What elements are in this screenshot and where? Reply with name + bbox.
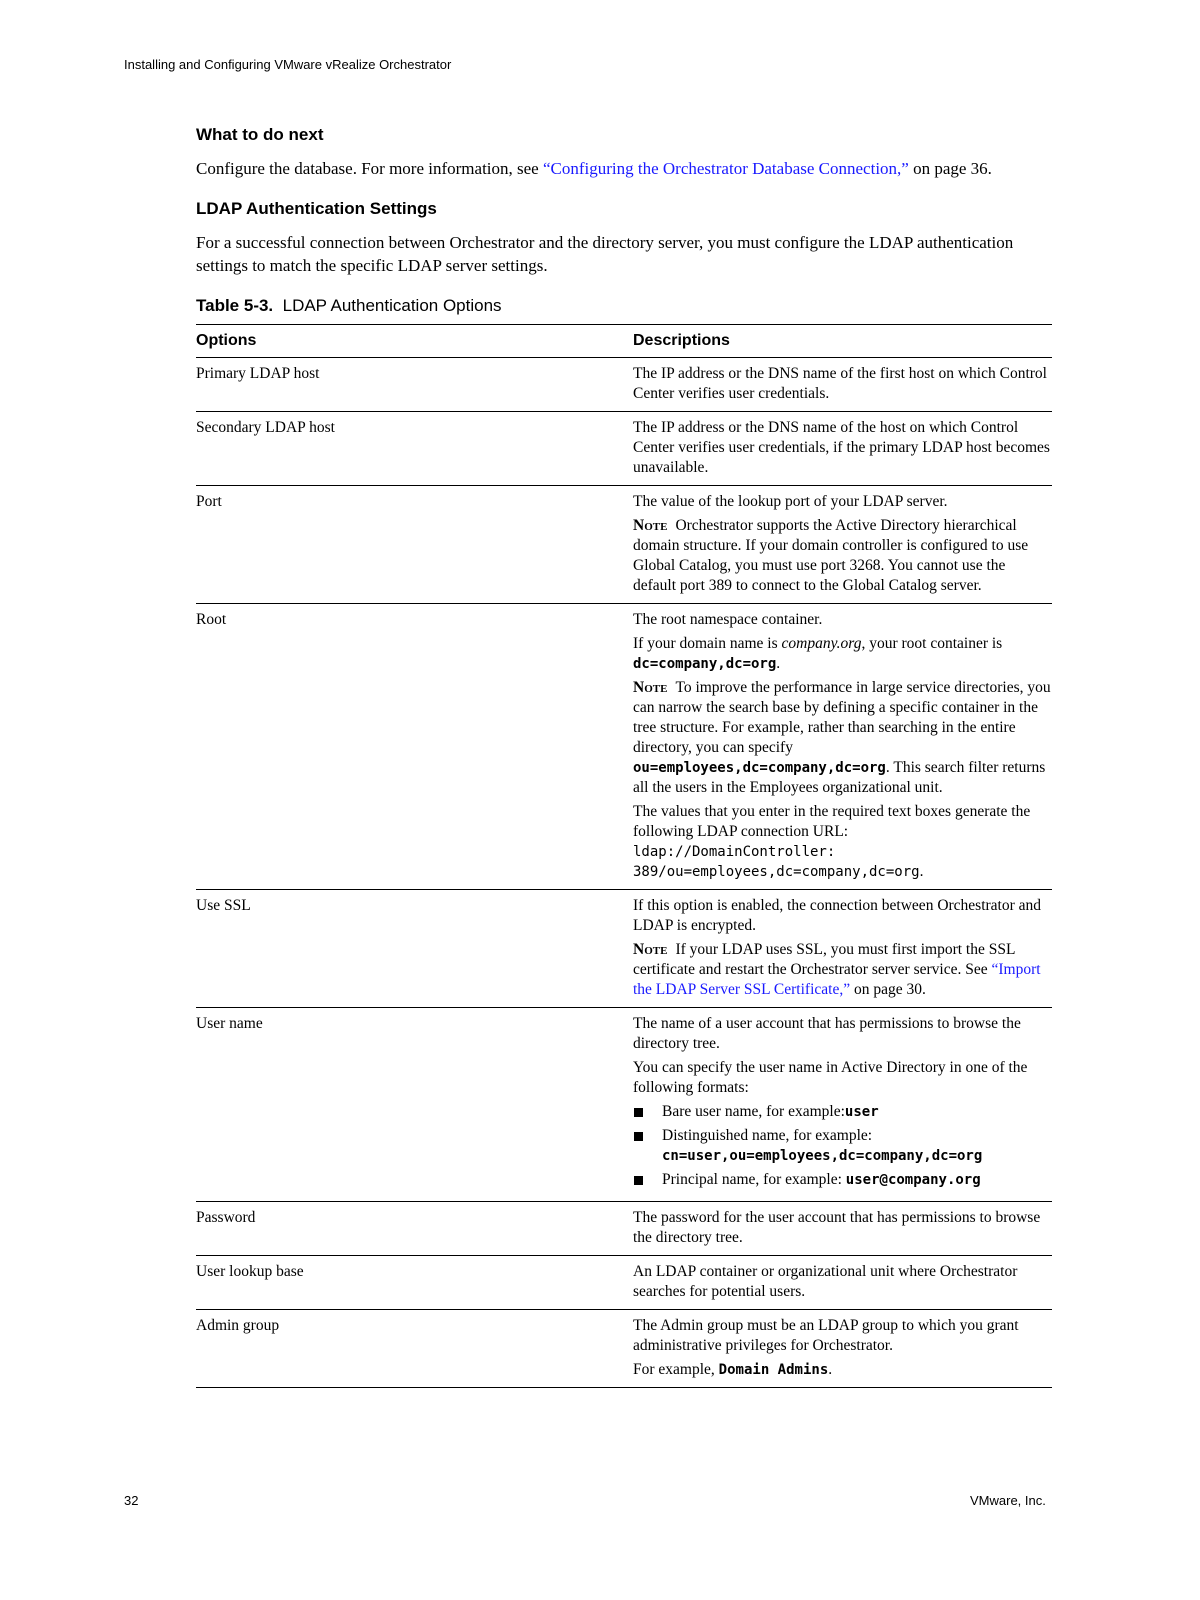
- running-header: Installing and Configuring VMware vRealize Orchestrator: [124, 57, 452, 72]
- table-caption: [196, 296, 1052, 316]
- option-name: Password: [196, 1202, 633, 1256]
- description-paragraph: [633, 1262, 1052, 1302]
- text: on page 30.: [850, 981, 926, 998]
- text: To improve the performance in large service directories, you can narrow the search base by defining a specific container in the tree structure. For example, rather than searching in the entire directory, you can specify: [633, 679, 1051, 756]
- option-description: [633, 358, 1052, 412]
- ldap-options-table: [196, 324, 1052, 1388]
- page-content: [196, 125, 1052, 1388]
- column-header-options: Options: [196, 325, 633, 358]
- code-text: cn=user,ou=employees,dc=company,dc=org: [662, 1148, 983, 1164]
- text: The value of the lookup port of your LDAP server.: [633, 493, 948, 510]
- text: The IP address or the DNS name of the first host on which Control Center verifies user credentials.: [633, 365, 1047, 402]
- table-row: [196, 890, 1052, 1008]
- what-to-do-next-heading: What to do next: [196, 125, 324, 144]
- option-description: [633, 604, 1052, 890]
- table-row: [196, 1310, 1052, 1388]
- option-description: [633, 890, 1052, 1008]
- table-row: [196, 412, 1052, 486]
- description-paragraph: [633, 678, 1052, 798]
- text: Principal name, for example:: [662, 1171, 846, 1188]
- option-description: [633, 1310, 1052, 1388]
- option-name: User lookup base: [196, 1256, 633, 1310]
- description-paragraph: [633, 418, 1052, 478]
- code-text: ou=employees,dc=company,dc=org: [633, 760, 886, 776]
- option-description: [633, 412, 1052, 486]
- option-name: Secondary LDAP host: [196, 412, 633, 486]
- note-label: Note: [633, 941, 668, 958]
- description-paragraph: [633, 610, 1052, 630]
- text: An LDAP container or organizational unit where Orchestrator searches for potential users.: [633, 1263, 1018, 1300]
- text: . This search filter returns all the users in the Employees organizational unit.: [633, 759, 1046, 796]
- code-text: Domain Admins: [718, 1362, 829, 1378]
- page-number: 32: [124, 1493, 139, 1508]
- text: The Admin group must be an LDAP group to which you grant administrative privileges for Orchestrator.: [633, 1317, 1019, 1354]
- text: Orchestrator supports the Active Directory hierarchical domain structure. If your domain controller is configured to use Global Catalog, you must use port 3268. You cannot use the default port 389 to connect to the Global Catalog server.: [633, 517, 1029, 594]
- text: Configure the database. For more information, see: [196, 159, 543, 178]
- description-paragraph: [633, 364, 1052, 404]
- text: The name of a user account that has permissions to browse the directory tree.: [633, 1015, 1021, 1052]
- note-label: Note: [633, 517, 668, 534]
- option-name: User name: [196, 1008, 633, 1202]
- text: You can specify the user name in Active Directory in one of the following formats:: [633, 1059, 1028, 1096]
- table-row: [196, 1202, 1052, 1256]
- table-number: Table 5-3.: [196, 296, 274, 315]
- option-description: [633, 1256, 1052, 1310]
- table-title: LDAP Authentication Options: [282, 296, 502, 315]
- option-name: Root: [196, 604, 633, 890]
- description-paragraph: [633, 896, 1052, 936]
- column-header-descriptions: Descriptions: [633, 325, 1052, 358]
- description-paragraph: [633, 516, 1052, 596]
- description-paragraph: [633, 1014, 1052, 1054]
- option-description: [633, 1008, 1052, 1202]
- text: If your LDAP uses SSL, you must first import the SSL certificate and restart the Orchestrator server service. See: [633, 941, 1015, 978]
- description-paragraph: [633, 492, 1052, 512]
- text: on page 36.: [908, 159, 992, 178]
- text: The values that you enter in the required text boxes generate the following LDAP connection URL:: [633, 803, 1031, 840]
- description-paragraph: [633, 1360, 1052, 1380]
- option-description: [633, 486, 1052, 604]
- option-name: Primary LDAP host: [196, 358, 633, 412]
- ldap-intro: For a successful connection between Orchestrator and the directory server, you must configure the LDAP authentication settings to match the specific LDAP server settings.: [196, 233, 1014, 275]
- text: The root namespace container.: [633, 611, 823, 628]
- text: The IP address or the DNS name of the host on which Control Center verifies user credentials, if the primary LDAP host becomes unavailable.: [633, 419, 1050, 476]
- text: .: [919, 863, 924, 880]
- text: If your domain name is: [633, 635, 782, 652]
- description-paragraph: [633, 940, 1052, 1000]
- option-name: Port: [196, 486, 633, 604]
- code-text: ldap://DomainController: 389/ou=employees,dc=company,dc=org: [633, 844, 920, 880]
- table-row: [196, 486, 1052, 604]
- text: .: [776, 655, 781, 672]
- text: , your root container is: [861, 635, 1003, 652]
- code-text: dc=company,dc=org: [633, 656, 777, 672]
- database-connection-link[interactable]: “Configuring the Orchestrator Database Connection,”: [542, 159, 909, 178]
- code-text: user: [844, 1104, 879, 1120]
- text: .: [828, 1361, 833, 1378]
- code-text: user@company.org: [845, 1172, 981, 1188]
- table-header-row: [196, 325, 1052, 358]
- description-paragraph: [633, 1316, 1052, 1356]
- bullet-item: [633, 1126, 1052, 1166]
- bullet-item: [633, 1102, 1052, 1122]
- description-paragraph: [633, 1208, 1052, 1248]
- option-name: Use SSL: [196, 890, 633, 1008]
- option-name: Admin group: [196, 1310, 633, 1388]
- description-paragraph: [633, 802, 1052, 882]
- table-row: [196, 1256, 1052, 1310]
- text: Distinguished name, for example:: [662, 1127, 873, 1144]
- text: The password for the user account that has permissions to browse the directory tree.: [633, 1209, 1041, 1246]
- text: Bare user name, for example:: [662, 1103, 845, 1120]
- table-row: [196, 1008, 1052, 1202]
- text: company.org: [781, 635, 862, 652]
- bullet-item: [633, 1170, 1052, 1190]
- what-to-do-next-text: [196, 157, 1052, 180]
- table-row: [196, 604, 1052, 890]
- description-paragraph: [633, 1058, 1052, 1098]
- ssl-certificate-link[interactable]: “Import the LDAP Server SSL Certificate,”: [633, 961, 1041, 998]
- ldap-section-heading: LDAP Authentication Settings: [196, 199, 437, 218]
- text: If this option is enabled, the connection between Orchestrator and LDAP is encrypted.: [633, 897, 1042, 934]
- table-row: [196, 358, 1052, 412]
- note-label: Note: [633, 679, 668, 696]
- text: For example,: [633, 1361, 719, 1378]
- description-paragraph: [633, 634, 1052, 674]
- option-description: [633, 1202, 1052, 1256]
- footer-company: VMware, Inc.: [970, 1493, 1046, 1508]
